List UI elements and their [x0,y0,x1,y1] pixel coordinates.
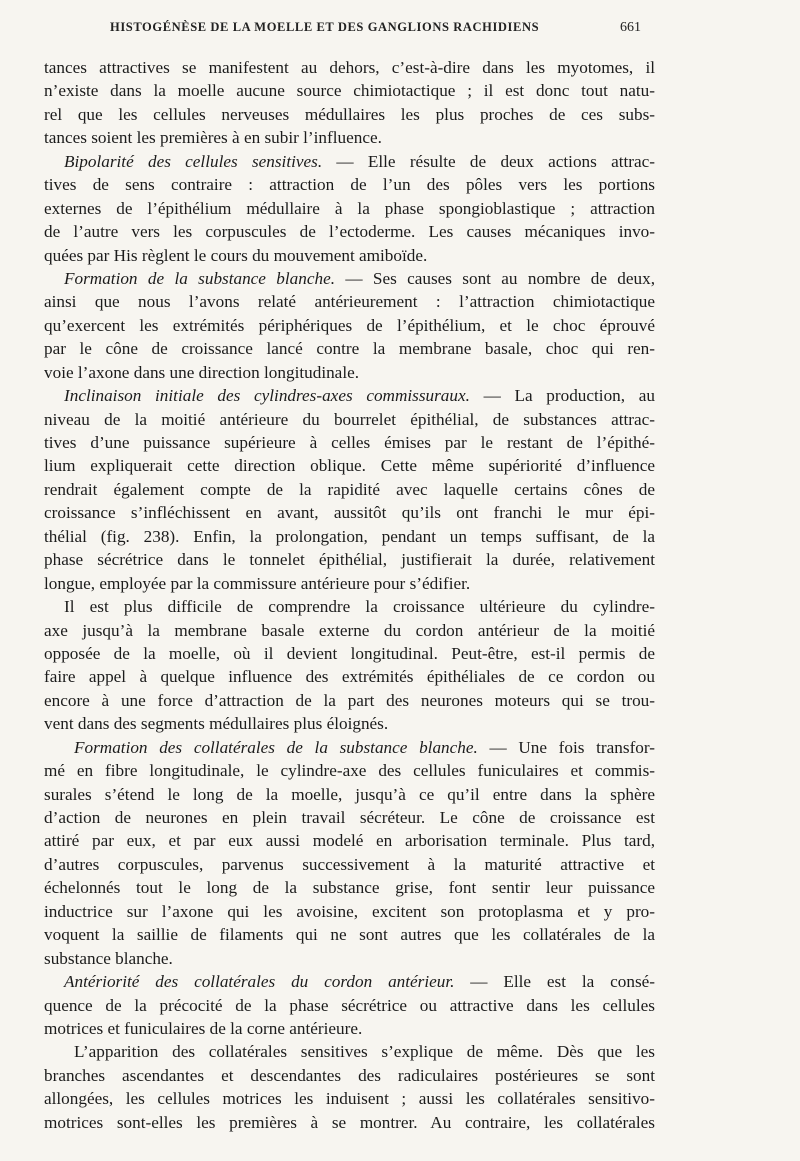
text-line: substance blanche. [44,948,173,968]
text-line: motrices sont-elles les premières à se montrer. Au contraire, les collatérales [44,1112,655,1132]
section-title: Bipolarité des cellules sensitives. [64,151,323,171]
text-line: voie l’axone dans une direction longitudinale. [44,362,360,382]
text-line: quence de la précocité de la phase sécrétrice ou attractive dans les cellules [44,995,655,1015]
text-line: n’existe dans la moelle aucune source chimiotactique ; il est donc tout natu- [44,81,655,101]
text-line: qu’exercent les extrémités périphériques de l’épithélium, et le choc éprouvé [44,315,655,335]
section-heading-line: Formation des collatérales de la substance blanche. — Une fois transfor- [74,737,655,757]
text-line: d’action de neurones en plein travail sécréteur. Le cône de croissance est [44,808,655,827]
text-line: opposée de la moelle, où il devient longitudinal. Peut-être, est-il permis de [44,643,655,663]
text-line: d’autres corpuscules, parvenus successivement à la maturité attractive et [44,854,655,874]
text-line: surales s’étend le long de la moelle, jusqu’à ce qu’il entre dans la sphère [44,784,655,804]
text-line: voquent la saillie de filaments qui ne sont autres que les collatérales de la [44,925,655,945]
text-line: axe jusqu’à la membrane basale externe du cordon antérieur de la moitié [44,620,655,640]
text-line: tances soient les premières à en subir l’influence. [44,128,382,148]
section-heading-line: Inclinaison initiale des cylindres-axes commissuraux. — La production, au [64,386,655,406]
text-line: L’apparition des collatérales sensitives s’explique de même. Dès que les [74,1042,655,1062]
text-line: échelonnés tout le long de la substance grise, font sentir leur puissance [44,878,655,898]
text-line: tives d’une puissance supérieure à celles émises par le restant de l’épithé- [44,433,655,452]
section-title: Formation des collatérales de la substance blanche. [74,737,478,757]
text-line: tives de sens contraire : attraction de l’un des pôles vers les portions [44,175,655,195]
text-line: rendrait également compte de la rapidité avec laquelle certains cônes de [44,479,655,499]
running-head: HISTOGÉNÈSE DE LA MOELLE ET DES GANGLIONS RACHIDIENS [110,20,540,34]
text-line: vent dans des segments médullaires plus éloignés. [44,714,389,734]
text-line: quées par His règlent le cours du mouvement amiboïde. [44,245,428,265]
text-line: motrices et funiculaires de la corne antérieure. [44,1018,363,1038]
body-text [44,56,655,1134]
text-line: attiré par eux, et par eux aussi modelé en arborisation terminale. Plus tard, [44,831,655,851]
page-number: 661 [620,20,641,35]
text-line: ainsi que nous l’avons relaté antérieurement : l’attraction chimiotactique [44,292,655,312]
section-title: Formation de la substance blanche. [64,268,335,288]
text-line: lium expliquerait cette direction oblique. Cette même supériorité d’influence [44,456,655,476]
text-line: de l’autre vers les corpuscules de l’ectoderme. Les causes mécaniques invo- [44,222,655,242]
section-title: Antériorité des collatérales du cordon antérieur. [64,972,455,992]
text-line: faire appel à quelque influence des extrémités épithéliales de ce cordon ou [44,667,655,687]
section-heading-line: Bipolarité des cellules sensitives. — Elle résulte de deux actions attrac- [64,151,655,171]
text-line: phase sécrétrice dans le tonnelet épithélial, justifierait la durée, relativement [44,550,655,570]
text-line: Il est plus difficile de comprendre la croissance ultérieure du cylindre- [64,597,655,617]
text-line: encore à une force d’attraction de la part des neurones moteurs qui se trou- [44,690,655,710]
text-line: longue, employée par la commissure antérieure pour s’édifier. [44,573,471,593]
text-line: croissance s’infléchissent en avant, aussitôt qu’ils ont franchi le mur épi- [44,503,655,523]
text-line: tances attractives se manifestent au dehors, c’est-à-dire dans les myotomes, il [44,58,655,77]
section-heading-line: Formation de la substance blanche. — Ses causes sont au nombre de deux, [64,268,655,288]
text-line: niveau de la moitié antérieure du bourrelet épithélial, de substances attrac- [44,409,655,429]
text-line: allongées, les cellules motrices les induisent ; aussi les collatérales sensitivo- [44,1089,655,1109]
text-line: externes de l’épithélium médullaire à la phase spongioblastique ; attraction [44,198,655,218]
text-line: mé en fibre longitudinale, le cylindre-axe des cellules funiculaires et commis- [44,761,655,781]
text-line: thélial (fig. 238). Enfin, la prolongation, pendant un temps suffisant, de la [44,526,655,546]
section-title: Inclinaison initiale des cylindres-axes commissuraux. [64,386,470,406]
section-heading-line: Antériorité des collatérales du cordon antérieur. — Elle est la consé- [64,972,655,992]
text-line: rel que les cellules nerveuses médullaires les plus proches de ces subs- [44,104,655,124]
text-line: inductrice sur l’axone qui les avoisine, excitent son protoplasma et y pro- [44,901,655,921]
text-line: branches ascendantes et descendantes des radiculaires postérieures se sont [44,1065,655,1085]
text-line: par le cône de croissance lancé contre la membrane basale, choc qui ren- [44,339,655,359]
